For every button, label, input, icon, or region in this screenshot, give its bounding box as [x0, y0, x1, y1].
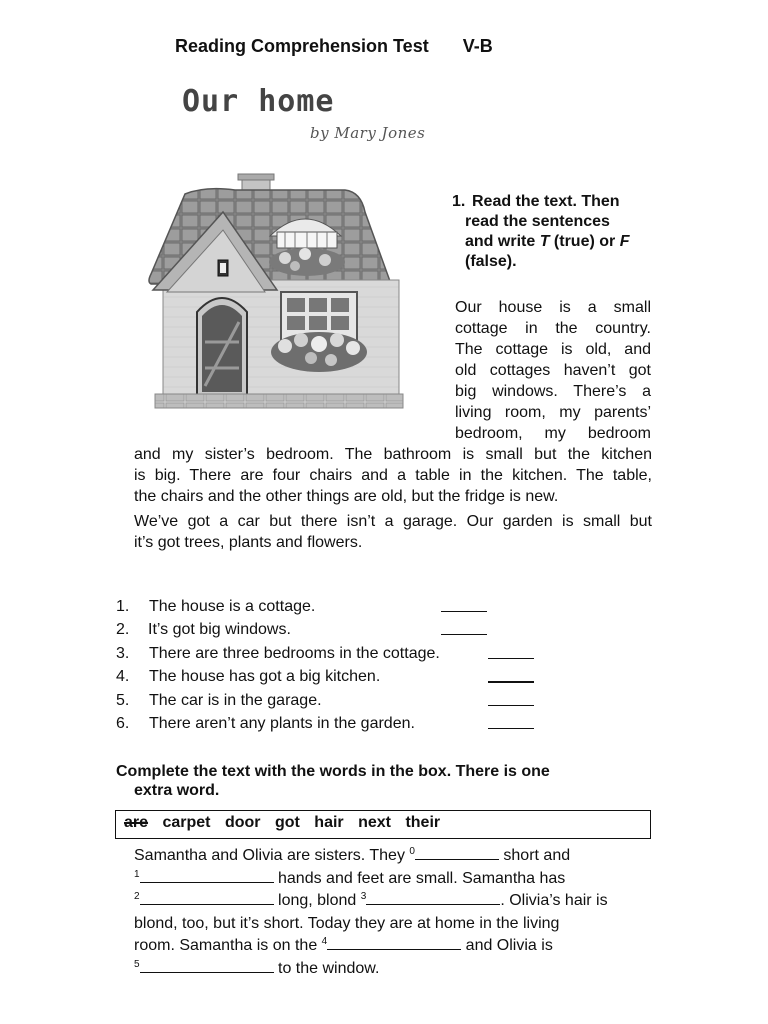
item-number: 3.: [116, 644, 130, 662]
passage-line: We’ve got a car but there isn’t a garage. Our garden is small but: [134, 513, 652, 530]
answer-blank[interactable]: [488, 681, 534, 683]
gap-blank[interactable]: [140, 868, 274, 883]
cottage-illustration-icon: [145, 172, 407, 410]
story-text: room. Samantha is on the: [134, 937, 322, 954]
true-false-item: [116, 713, 556, 736]
answer-blank[interactable]: [488, 658, 534, 659]
story-title: Our home: [182, 84, 335, 119]
story-text: . Olivia’s hair is: [500, 892, 608, 909]
gap-number: 3: [360, 891, 367, 902]
answer-blank[interactable]: [441, 611, 487, 612]
item-sentence: There aren’t any plants in the garden.: [149, 714, 415, 732]
gap-blank[interactable]: [415, 845, 499, 860]
word-box: [115, 810, 651, 839]
gap-number: 1: [134, 868, 140, 880]
instruction-line: read the sentences: [465, 213, 610, 230]
instruction-line: extra word.: [134, 782, 220, 799]
word-box-example-word: are: [124, 814, 149, 831]
passage-narrow: [455, 297, 651, 444]
passage-line: is big. There are four chairs and a table in the kitchen. The table,: [134, 467, 652, 484]
word-box-word: door: [224, 814, 261, 831]
exercise2-instructions: [116, 762, 656, 800]
passage-line: Our house is a small: [455, 299, 651, 316]
instruction-line: Complete the text with the words in the box. There is one: [116, 763, 550, 780]
item-sentence: It’s got big windows.: [148, 621, 291, 639]
true-false-item: [116, 619, 556, 642]
word-box-word: hair: [314, 814, 344, 831]
passage-wide-1: [134, 444, 652, 507]
story-author: by Mary Jones: [310, 124, 426, 142]
instruction-fragment: and write: [465, 233, 540, 250]
true-false-list: [116, 596, 556, 736]
instruction-false-letter: F: [619, 233, 630, 250]
passage-line: and my sister’s bedroom. The bathroom is small but the kitchen: [134, 446, 652, 463]
exercise1-instructions: [452, 192, 652, 272]
word-box-word: their: [405, 814, 441, 831]
gap-blank[interactable]: [327, 935, 461, 950]
answer-blank[interactable]: [488, 705, 534, 706]
story-line: [134, 935, 654, 958]
item-number: 6.: [116, 714, 130, 732]
true-false-item: [116, 690, 556, 713]
story-line: blond, too, but it’s short. Today they are at home in the living: [134, 914, 560, 932]
word-box-word: next: [358, 814, 391, 831]
test-header: [175, 36, 493, 57]
true-false-item: [116, 666, 556, 689]
item-sentence: The house has got a big kitchen.: [149, 668, 381, 686]
instruction-line: [465, 232, 652, 252]
item-sentence: The car is in the garage.: [149, 691, 322, 709]
answer-blank[interactable]: [488, 728, 534, 729]
item-sentence: There are three bedrooms in the cottage.: [149, 644, 440, 662]
test-version: V-B: [462, 36, 493, 56]
gap-number: 4: [321, 936, 328, 947]
true-false-item: [116, 643, 556, 666]
gap-number: 5: [134, 958, 140, 970]
instruction-fragment: (true) or: [549, 233, 620, 250]
word-box-word: got: [274, 814, 300, 831]
passage-line: it’s got trees, plants and flowers.: [134, 534, 363, 551]
item-number: 2.: [116, 621, 130, 639]
passage-line: The cottage is old, and: [455, 341, 651, 358]
story-text: and Olivia is: [461, 937, 553, 954]
story-line: [134, 890, 654, 913]
test-title: Reading Comprehension Test: [175, 36, 429, 56]
passage-line: the chairs and the other things are old, but the fridge is new.: [134, 488, 559, 505]
item-number: 1.: [116, 598, 130, 615]
gap-blank[interactable]: [140, 890, 274, 905]
gap-number: 0: [409, 846, 415, 857]
passage-wide-2: [134, 511, 652, 553]
item-number: 5.: [116, 691, 130, 709]
story-line: [134, 845, 654, 868]
gap-blank[interactable]: [140, 958, 274, 973]
item-number: 4.: [116, 668, 130, 686]
passage-line: bedroom, my bedroom: [455, 425, 651, 442]
story-line: [134, 868, 654, 891]
gap-number: 2: [134, 891, 140, 902]
exercise1-number: 1.: [452, 193, 466, 210]
story-text: short and: [498, 847, 571, 864]
word-box-word: carpet: [162, 814, 211, 831]
passage-line: old cottages haven’t got: [455, 362, 651, 379]
story-text: long, blond: [273, 892, 361, 909]
cloze-story: [134, 845, 654, 980]
story-text: to the window.: [273, 959, 380, 977]
instruction-true-letter: T: [539, 233, 550, 250]
story-line: [134, 958, 654, 981]
item-sentence: The house is a cottage.: [149, 598, 316, 615]
story-text: Samantha and Olivia are sisters. They: [134, 847, 410, 864]
instruction-line: Read the text. Then: [472, 193, 620, 210]
passage-line: cottage in the country.: [455, 320, 651, 337]
true-false-item: [116, 596, 556, 619]
answer-blank[interactable]: [441, 634, 487, 635]
passage-line: big windows. There’s a: [455, 383, 651, 400]
instruction-line: (false).: [465, 253, 517, 270]
gap-blank[interactable]: [366, 890, 500, 905]
passage-line: living room, my parents’: [455, 404, 651, 421]
story-text: hands and feet are small. Samantha has: [273, 869, 566, 887]
